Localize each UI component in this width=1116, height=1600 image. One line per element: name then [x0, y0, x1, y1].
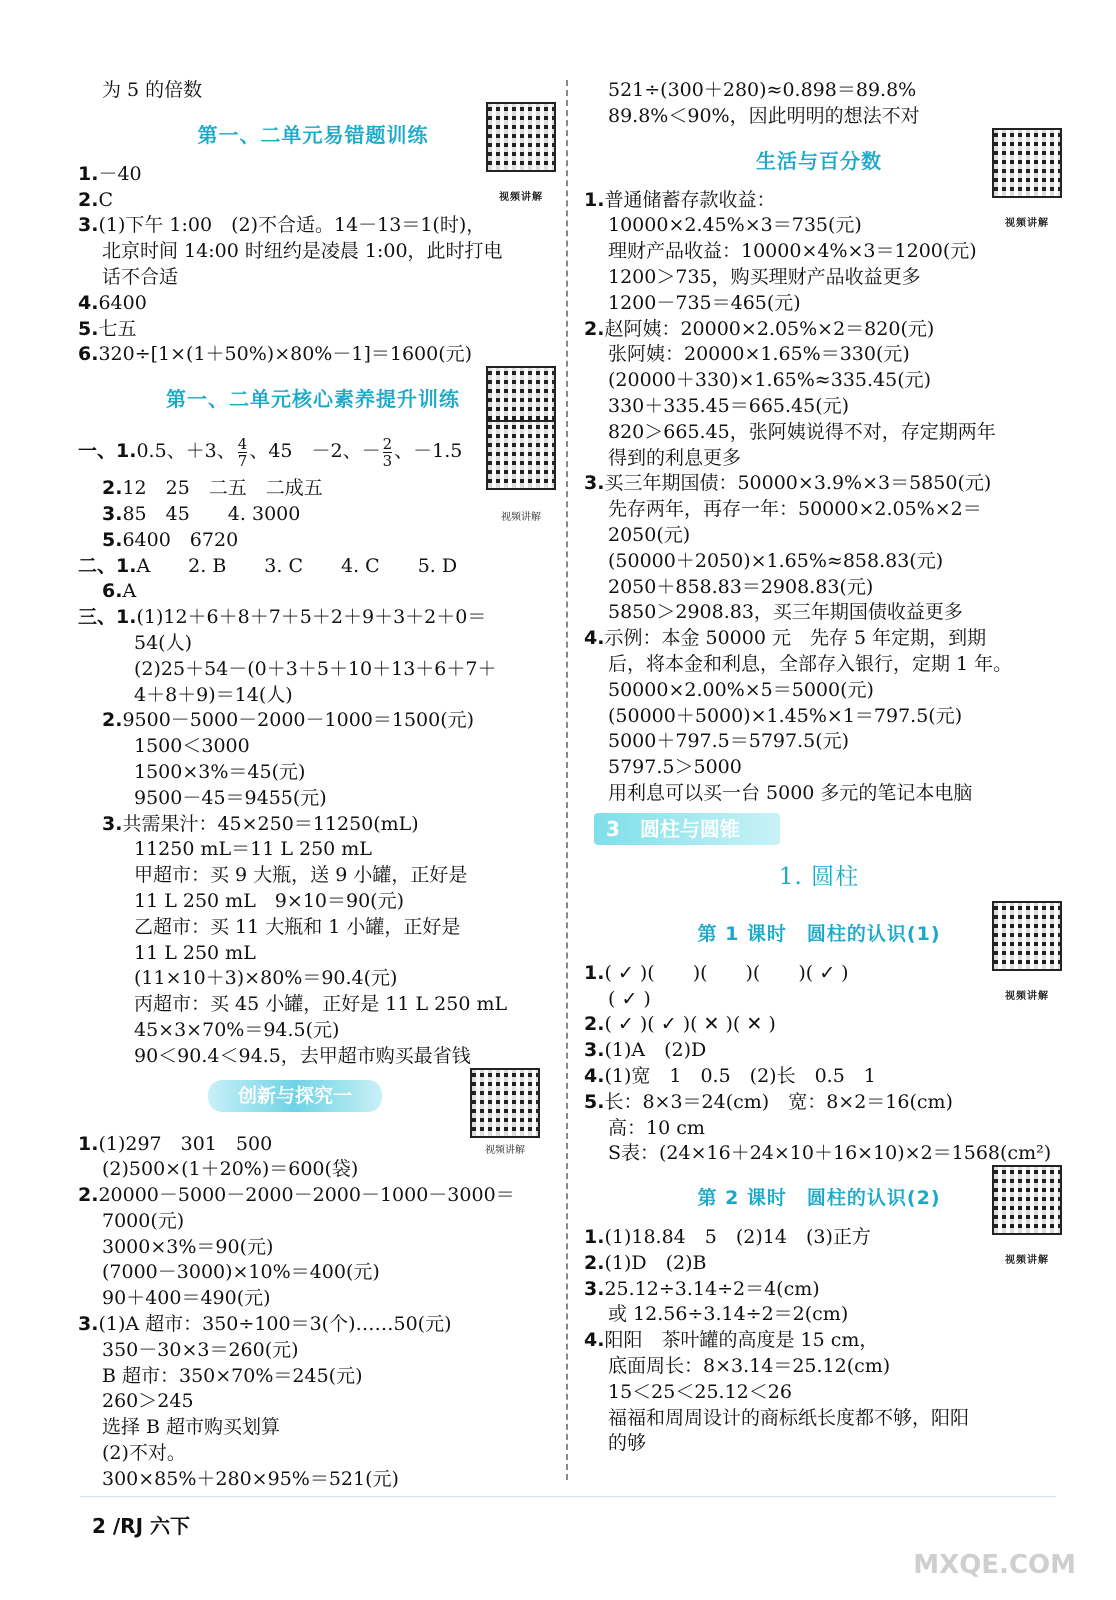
item-number: 5.	[78, 317, 99, 340]
answer-line: 乙超市：买 11 大瓶和 1 小罐，正好是	[134, 915, 461, 938]
item-text: 阳阳 茶叶罐的高度是 15 cm，	[604, 1329, 879, 1352]
item-text: 25.12÷3.14÷2＝4(cm)	[604, 1277, 820, 1300]
item-number: 6.	[102, 580, 123, 603]
item-number: 1.	[584, 1226, 605, 1249]
denominator: 7	[237, 451, 248, 470]
answer-line: ( ✓ )	[608, 987, 651, 1010]
answer-line: 2050＋858.83＝2908.83(元)	[608, 575, 874, 598]
answer-line: 9500－45＝9455(元)	[134, 786, 327, 809]
answer-line: 11250 mL＝11 L 250 mL	[134, 838, 372, 861]
answer-item	[78, 342, 548, 368]
answer-line: 用利息可以买一台 5000 多元的笔记本电脑	[608, 781, 973, 804]
answer-item	[78, 476, 548, 502]
item-number: 一、1.	[78, 440, 137, 463]
item-number: 2.	[584, 1013, 605, 1036]
answer-line: 11 L 250 mL 9×10＝90(元)	[134, 889, 404, 912]
answer-item	[584, 1090, 1054, 1116]
item-text: 普通储蓄存款收益：	[604, 188, 776, 211]
answer-line: 福福和周周设计的商标纸长度都不够，阳阳	[608, 1406, 970, 1429]
left-column	[78, 78, 548, 1493]
item-number: 3.	[102, 502, 123, 525]
answer-item	[584, 961, 1054, 987]
answer-line: (11×10＋3)×80%＝90.4(元)	[134, 967, 398, 990]
numerator: 2	[382, 434, 393, 453]
answer-line: 1500＜3000	[134, 735, 250, 758]
qr-caption: 视频讲解	[501, 512, 541, 524]
answer-line: 的够	[608, 1432, 647, 1455]
answer-line: 521÷(300＋280)≈0.898＝89.8%	[608, 79, 917, 101]
item-number: 3.	[584, 472, 605, 495]
answer-line: 5797.5＞5000	[608, 756, 742, 779]
answer-item	[584, 1064, 1054, 1090]
column-divider	[566, 80, 568, 1480]
answer-line: 1200－735＝465(元)	[608, 291, 801, 314]
chapter-banner-wrap	[584, 807, 1054, 851]
item-text: (1)12＋6＋8＋7＋5＋2＋9＋3＋2＋0＝	[136, 606, 487, 629]
item-text: (1)D (2)B	[604, 1251, 707, 1274]
item-text: 赵阿姨：20000×2.05%×2＝820(元)	[604, 317, 935, 340]
item-text: 长：8×3＝24(cm) 宽：8×2＝16(cm)	[604, 1090, 953, 1113]
item-number: 三、1.	[78, 606, 137, 629]
answer-item	[584, 626, 1054, 652]
answer-item	[78, 708, 548, 734]
answer-item	[584, 317, 1054, 343]
item-number: 2.	[584, 317, 605, 340]
item-number: 3.	[584, 1277, 605, 1300]
answer-line: 3000×3%＝90(元)	[102, 1235, 274, 1258]
item-text: (1)下午 1:00 (2)不合适。14－13＝1(时)，	[98, 214, 486, 237]
item-number: 3.	[78, 214, 99, 237]
item-number: 6.	[78, 343, 99, 366]
item-text: ( ✓ )( )( )( )( ✓ )	[604, 961, 849, 984]
section-title-text: 第一、二单元核心素养提升训练	[166, 387, 460, 412]
item-text: (1)18.84 5 (2)14 (3)正方	[604, 1226, 871, 1249]
answer-line: 5000＋797.5＝5797.5(元)	[608, 730, 850, 753]
answer-line: 理财产品收益：10000×4%×3＝1200(元)	[608, 240, 977, 263]
item-number: 3.	[78, 1313, 99, 1336]
numerator: 4	[237, 434, 248, 453]
answer-line: 为 5 的倍数	[102, 79, 203, 101]
item-number: 2.	[584, 1251, 605, 1274]
item-number: 4.	[584, 1329, 605, 1352]
answer-line: S表：(24×16＋24×10＋16×10)×2＝1568(cm²)	[608, 1142, 1052, 1165]
answer-item	[584, 1277, 1054, 1303]
item-number: 2.	[78, 188, 99, 211]
answer-line: 820＞665.45，张阿姨说得不对，存定期两年	[608, 420, 996, 443]
answer-item	[78, 605, 548, 631]
item-text: C	[98, 188, 113, 211]
answer-line: (50000＋2050)×1.65%≈858.83(元)	[608, 549, 944, 572]
answer-item	[78, 502, 548, 528]
answer-item	[78, 188, 548, 214]
item-number: 2.	[102, 709, 123, 732]
answer-item	[78, 291, 548, 317]
answer-line: 300×85%＋280×95%＝521(元)	[102, 1467, 399, 1490]
item-text: A 2. B 3. C 4. C 5. D	[136, 554, 458, 577]
answer-line: 后，将本金和利息，全部存入银行，定期 1 年。	[608, 652, 1013, 675]
chapter-banner: 3 圆柱与圆锥	[594, 813, 780, 845]
section-title-text: 第 1 课时 圆柱的认识(1)	[697, 922, 941, 945]
answer-line: 5850＞2908.83，买三年期国债收益更多	[608, 601, 963, 624]
answer-line: (50000＋5000)×1.45%×1＝797.5(元)	[608, 704, 963, 727]
page-footer: 2 /RJ 六下	[92, 1514, 190, 1538]
answer-line: (2)25＋54－(0＋3＋5＋10＋13＋6＋7＋	[134, 657, 497, 680]
item-text: ( ✓ )( ✓ )( ✕ )( ✕ )	[604, 1013, 776, 1036]
answer-line: (7000－3000)×10%＝400(元)	[102, 1261, 380, 1284]
item-text: (1)A (2)D	[604, 1039, 707, 1062]
item-text: (1)宽 1 0.5 (2)长 0.5 1	[604, 1064, 876, 1087]
footer-rule	[80, 1496, 1056, 1497]
answer-line: 2050(元)	[608, 523, 691, 546]
answer-line: 7000(元)	[102, 1209, 185, 1232]
item-number: 5.	[584, 1090, 605, 1113]
chapter-subtitle: 1. 圆柱	[778, 863, 860, 890]
answer-line: 260＞245	[102, 1390, 194, 1413]
answer-item	[584, 1225, 1054, 1251]
item-text: 七五	[98, 317, 137, 340]
item-text: －40	[98, 162, 142, 185]
item-number: 1.	[78, 162, 99, 185]
answer-line: 选择 B 超市购买划算	[102, 1416, 281, 1439]
answer-line: (2)500×(1＋20%)＝600(袋)	[102, 1158, 359, 1181]
answer-item	[584, 1251, 1054, 1277]
item-number: 4.	[584, 627, 605, 650]
answer-line: 北京时间 14:00 时纽约是凌晨 1:00，此时打电	[102, 240, 503, 263]
answer-line: 张阿姨：20000×1.65%＝330(元)	[608, 343, 910, 366]
section-title	[78, 376, 548, 422]
item-number: 4.	[584, 1064, 605, 1087]
answer-line: 10000×2.45%×3＝735(元)	[608, 214, 862, 237]
answer-item	[78, 162, 548, 188]
answer-line: 1200＞735，购买理财产品收益更多	[608, 265, 921, 288]
qr-code-icon	[470, 1068, 540, 1138]
item-number: 3.	[102, 812, 123, 835]
item-text: 12 25 二五 二成五	[122, 477, 323, 500]
item-number: 2.	[78, 1184, 99, 1207]
answer-line: 330＋335.45＝665.45(元)	[608, 394, 850, 417]
answer-line: 90＋400＝490(元)	[102, 1287, 271, 1310]
fraction	[238, 436, 248, 469]
answer-item	[78, 579, 548, 605]
qr-caption: 视频讲解	[1005, 217, 1049, 229]
answer-line: 54(人)	[134, 631, 193, 654]
watermark: MXQE.COM	[913, 1550, 1076, 1580]
item-number: 5.	[102, 528, 123, 551]
answer-item	[584, 1038, 1054, 1064]
qr-caption: 视频讲解	[485, 1144, 525, 1156]
denominator: 3	[382, 451, 393, 470]
answer-line: 350－30×3＝260(元)	[102, 1338, 299, 1361]
item-text: (1)297 301 500	[98, 1132, 273, 1155]
answer-line: 或 12.56÷3.14÷2＝2(cm)	[608, 1303, 849, 1326]
item-text: 6400 6720	[122, 528, 239, 551]
answer-item	[584, 1328, 1054, 1354]
answer-line: (20000＋330)×1.65%≈335.45(元)	[608, 369, 932, 392]
item-text: 85 45 4. 3000	[122, 502, 301, 525]
section-title-text: 第一、二单元易错题训练	[197, 122, 429, 147]
answer-line: 11 L 250 mL	[134, 941, 256, 964]
answer-item	[78, 1183, 548, 1209]
answer-line: 90＜90.4＜94.5，去甲超市购买最省钱	[134, 1044, 471, 1067]
item-text: 320÷[1×(1＋50%)×80%－1]＝1600(元)	[98, 343, 473, 366]
item-text: 、－1.5	[394, 440, 463, 463]
item-number: 1.	[78, 1132, 99, 1155]
answer-line: 话不合适	[102, 265, 179, 288]
item-text: 买三年期国债：50000×3.9%×3＝5850(元)	[604, 472, 992, 495]
qr-caption: 视频讲解	[1005, 1255, 1049, 1267]
item-number: 3.	[584, 1039, 605, 1062]
answer-line: 先存两年，再存一年：50000×2.05%×2＝	[608, 498, 982, 521]
item-text: 20000－5000－2000－2000－1000－3000＝	[98, 1184, 515, 1207]
item-text: A	[122, 580, 137, 603]
answer-line: 高：10 cm	[608, 1116, 705, 1139]
item-number: 二、1.	[78, 554, 137, 577]
qr-caption: 视频讲解	[499, 191, 543, 203]
section-title	[584, 911, 1054, 1002]
item-text: 、45 －2、－	[249, 440, 381, 463]
answer-item	[584, 471, 1054, 497]
item-text: 0.5、＋3、	[136, 440, 236, 463]
right-column	[584, 78, 1054, 1457]
fraction	[383, 436, 393, 469]
answer-line: 得到的利息更多	[608, 446, 742, 469]
section-badge: 创新与探究一	[208, 1080, 382, 1112]
answer-line: 50000×2.00%×5＝5000(元)	[608, 678, 874, 701]
answer-line: 1500×3%＝45(元)	[134, 760, 306, 783]
item-number: 4.	[78, 291, 99, 314]
item-text: (1)A 超市：350÷100＝3(个)……50(元)	[98, 1313, 452, 1336]
answer-line: 底面周长：8×3.14＝25.12(cm)	[608, 1355, 891, 1378]
item-text: 9500－5000－2000－1000＝1500(元)	[122, 709, 475, 732]
item-number: 2.	[102, 477, 123, 500]
answer-line: 4＋8＋9)＝14(人)	[134, 683, 293, 706]
answer-line: 45×3×70%＝94.5(元)	[134, 1018, 340, 1041]
answer-item	[78, 554, 548, 580]
section-title-text: 第 2 课时 圆柱的认识(2)	[697, 1187, 941, 1210]
answer-item	[584, 1012, 1054, 1038]
answer-line: 89.8%＜90%，因此明明的想法不对	[608, 104, 920, 127]
answer-item	[78, 1312, 548, 1338]
section-title-text: 生活与百分数	[756, 148, 882, 173]
answer-line: B 超市：350×70%＝245(元)	[102, 1364, 363, 1387]
answer-line: 甲超市：买 9 大瓶，送 9 小罐，正好是	[134, 864, 468, 887]
answer-item	[584, 188, 1054, 214]
item-text: 6400	[98, 291, 147, 314]
item-text: 共需果汁：45×250＝11250(mL)	[122, 812, 419, 835]
answer-line: (2)不对。	[102, 1442, 186, 1465]
answer-item	[78, 812, 548, 838]
answer-item	[78, 528, 548, 554]
answer-item	[78, 1132, 548, 1158]
answer-item	[78, 317, 548, 343]
item-number: 1.	[584, 188, 605, 211]
qr-caption: 视频讲解	[1005, 990, 1049, 1002]
answer-line: 15＜25＜25.12＜26	[608, 1380, 792, 1403]
answer-line: 丙超市：买 45 小罐，正好是 11 L 250 mL	[134, 993, 508, 1016]
item-number: 1.	[584, 961, 605, 984]
item-text: 示例：本金 50000 元 先存 5 年定期，到期	[604, 627, 987, 650]
answer-item	[78, 213, 548, 239]
